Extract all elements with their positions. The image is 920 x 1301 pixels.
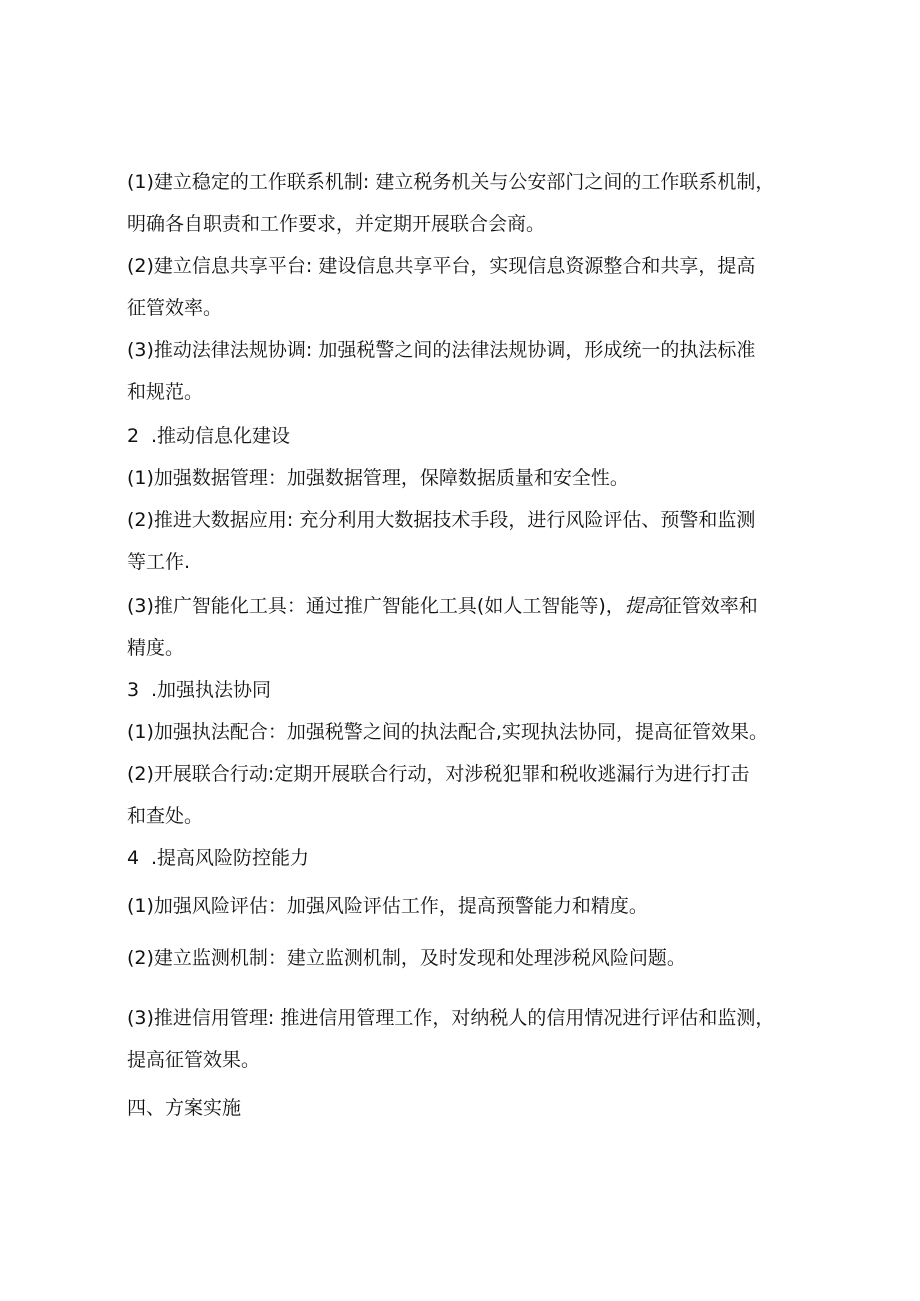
section-heading-3 — [127, 678, 271, 702]
paragraph-line: (3)推进信用管理: 推进信用管理工作，对纳税人的信用情况进行评估和监测， — [127, 1007, 775, 1029]
paragraph-line: (1)加强执法配合：加强税警之间的执法配合,实现执法协同，提高征管效果。 — [127, 721, 768, 743]
paragraph-line: 精度。 — [127, 637, 185, 659]
paragraph-line — [127, 594, 758, 618]
heading-text: .加强执法协同 — [151, 679, 272, 701]
section-heading-2 — [127, 424, 290, 448]
paragraph-line: (2)开展联合行动:定期开展联合行动，对涉税犯罪和税收逃漏行为进行打击 — [127, 763, 750, 785]
paragraph-line: (1)加强风险评估：加强风险评估工作，提高预警能力和精度。 — [127, 895, 648, 917]
heading-number: 3 — [127, 679, 140, 701]
heading-text: .推动信息化建设 — [151, 425, 291, 447]
paragraph-line: 征管效率。 — [127, 297, 223, 319]
heading-number: 2 — [127, 425, 140, 447]
section-heading-4 — [127, 846, 309, 870]
paragraph-line: (2)建立信息共享平台: 建设信息共享平台，实现信息资源整合和共享，提高 — [127, 255, 756, 277]
heading-text: .提高风险防控能力 — [151, 847, 310, 869]
paragraph-line: (3)推动法律法规协调: 加强税警之间的法律法规协调，形成统一的执法标准 — [127, 339, 756, 361]
text-run: 征管效率和 — [662, 595, 758, 617]
text-run: (3)推广智能化工具：通过推广智能化工具(如人工智能等)， — [127, 595, 625, 617]
paragraph-line: 明确各自职责和工作要求，并定期开展联合会商。 — [127, 213, 546, 235]
italic-text-run: 提高 — [624, 595, 663, 617]
paragraph-line: (1)加强数据管理：加强数据管理，保障数据质量和安全性。 — [127, 467, 629, 489]
paragraph-line: (1)建立稳定的工作联系机制: 建立税务机关与公安部门之间的工作联系机制， — [127, 171, 775, 193]
heading-number: 4 — [127, 847, 140, 869]
section-title: 四、方案实施 — [127, 1097, 242, 1119]
paragraph-line: 等工作. — [127, 551, 191, 573]
paragraph-line: 提高征管效果。 — [127, 1049, 261, 1071]
paragraph-line: 和规范。 — [127, 381, 204, 403]
paragraph-line: (2)建立监测机制：建立监测机制，及时发现和处理涉税风险问题。 — [127, 947, 686, 969]
paragraph-line: (2)推进大数据应用: 充分利用大数据技术手段，进行风险评估、预警和监测 — [127, 509, 756, 531]
paragraph-line: 和查处。 — [127, 805, 204, 827]
